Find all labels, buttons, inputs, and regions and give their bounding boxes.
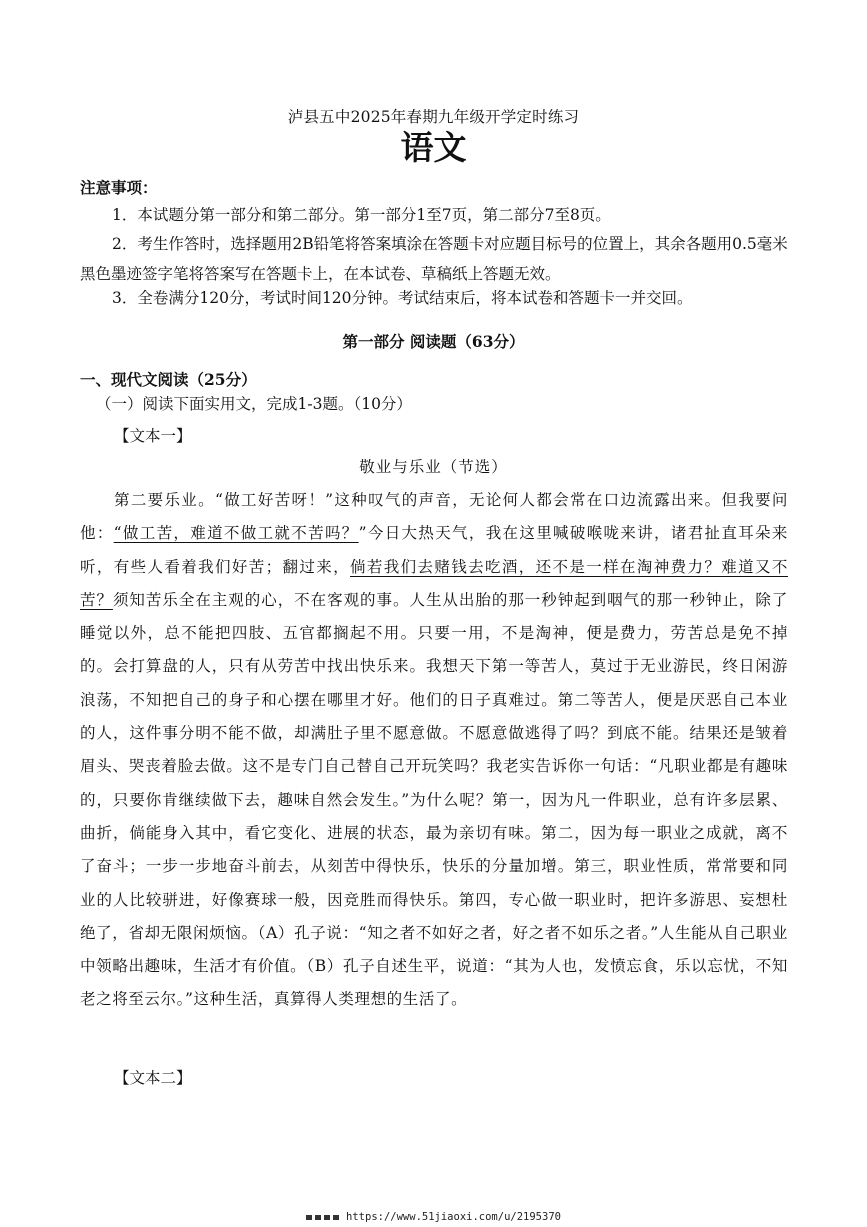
section-title: 一、现代文阅读（25分） <box>80 370 257 389</box>
essay-body <box>80 484 788 1017</box>
notice-heading: 注意事项： <box>80 178 158 197</box>
page-footer <box>0 1211 867 1223</box>
text2-label: 【文本二】 <box>114 1069 192 1087</box>
underlined-sentence-1: “做工苦，难道不做工就不苦吗？ <box>113 524 359 543</box>
underlined-sentence-2: 倘若我们去赌钱去吃酒，还不是一样在淘神费力？难道又不苦？ <box>80 557 788 609</box>
essay-part-3: 须知苦乐全在主观的心，不在客观的事。人生从出胎的那一秒钟起到咽气的那一秒钟止，除了睡觉以外，总不能把四肢、五官都搁起不用。只要一用，不是淘神，便是费力，劳苦总是免不掉的。会打算盘的人，只有从劳苦中找出快乐来。我想天下第一等苦人，莫过于无业游民，终日闲游浪荡，不知把自己的身子和心摆在哪里才好。他们的日子真难过。第二等苦人，便是厌恶自己本业的人，这件事分明不能不做，却满肚子里不愿意做。不愿意做逃得了吗？到底不能。结果还是皱着眉头、哭丧着脸去做。这不是专门自己替自己开玩笑吗？我老实告诉你一句话：“凡职业都是有趣味的，只要你肯继续做下去，趣味自然会发生。”为什么呢？第一，因为凡一件职业，总有许多层累、曲折，倘能身入其中，看它变化、进展的状态，最为亲切有味。第二，因为每一职业之成就，离不了奋斗；一步一步地奋斗前去，从刻苦中得快乐，快乐的分量加增。第三，职业性质，常常要和同业的人比较骈进，好像赛球一般，因竞胜而得快乐。第四，专心做一职业时，把许多游思、妄想杜绝了，省却无限闲烦恼。（A）孔子说：“知之者不如好之者，好之者不如乐之者。”人生能从自己职业中领略出趣味，生活才有价值。（B）孔子自述生平，说道：“其为人也，发愤忘食，乐以忘忧，不知老之将至云尔。”这种生活，真算得人类理想的生活了。 <box>80 590 788 1009</box>
exam-subtitle: 泸县五中2025年春期九年级开学定时练习 <box>287 108 580 126</box>
notice-item-3: 3．全卷满分120分，考试时间120分钟。考试结束后，将本试卷和答题卡一并交回。 <box>112 289 693 307</box>
essay-title: 敬业与乐业（节选） <box>359 458 508 476</box>
footer-mark-icon <box>306 1215 340 1220</box>
essay-part-2: ”今日大热天气，我在这里喊破喉咙来讲，诸君扯直耳朵来听，有些人看着我们好苦；翻过来， <box>80 524 788 576</box>
essay-part-1: 第二要乐业。“做工好苦呀！”这种叹气的声音，无论何人都会常在口边流露出来。但我要问他： <box>80 491 788 543</box>
notice-item-1: 1．本试题分第一部分和第二部分。第一部分1至7页，第二部分7至8页。 <box>112 206 611 224</box>
exam-title: 语文 <box>400 128 467 167</box>
footer-url: https://www.51jiaoxi.com/u/2195370 <box>346 1211 561 1223</box>
subsection-title: （一）阅读下面实用文，完成1-3题。（10分） <box>96 395 412 413</box>
notice-item-2: 2．考生作答时，选择题用2B铅笔将答案填涂在答题卡对应题目标号的位置上，其余各题用0.5毫米黑色墨迹签字笔将答案写在答题卡上，在本试卷、草稿纸上答题无效。 <box>80 235 788 283</box>
text1-label: 【文本一】 <box>114 427 192 445</box>
part-title: 第一部分 阅读题（63分） <box>342 332 525 351</box>
